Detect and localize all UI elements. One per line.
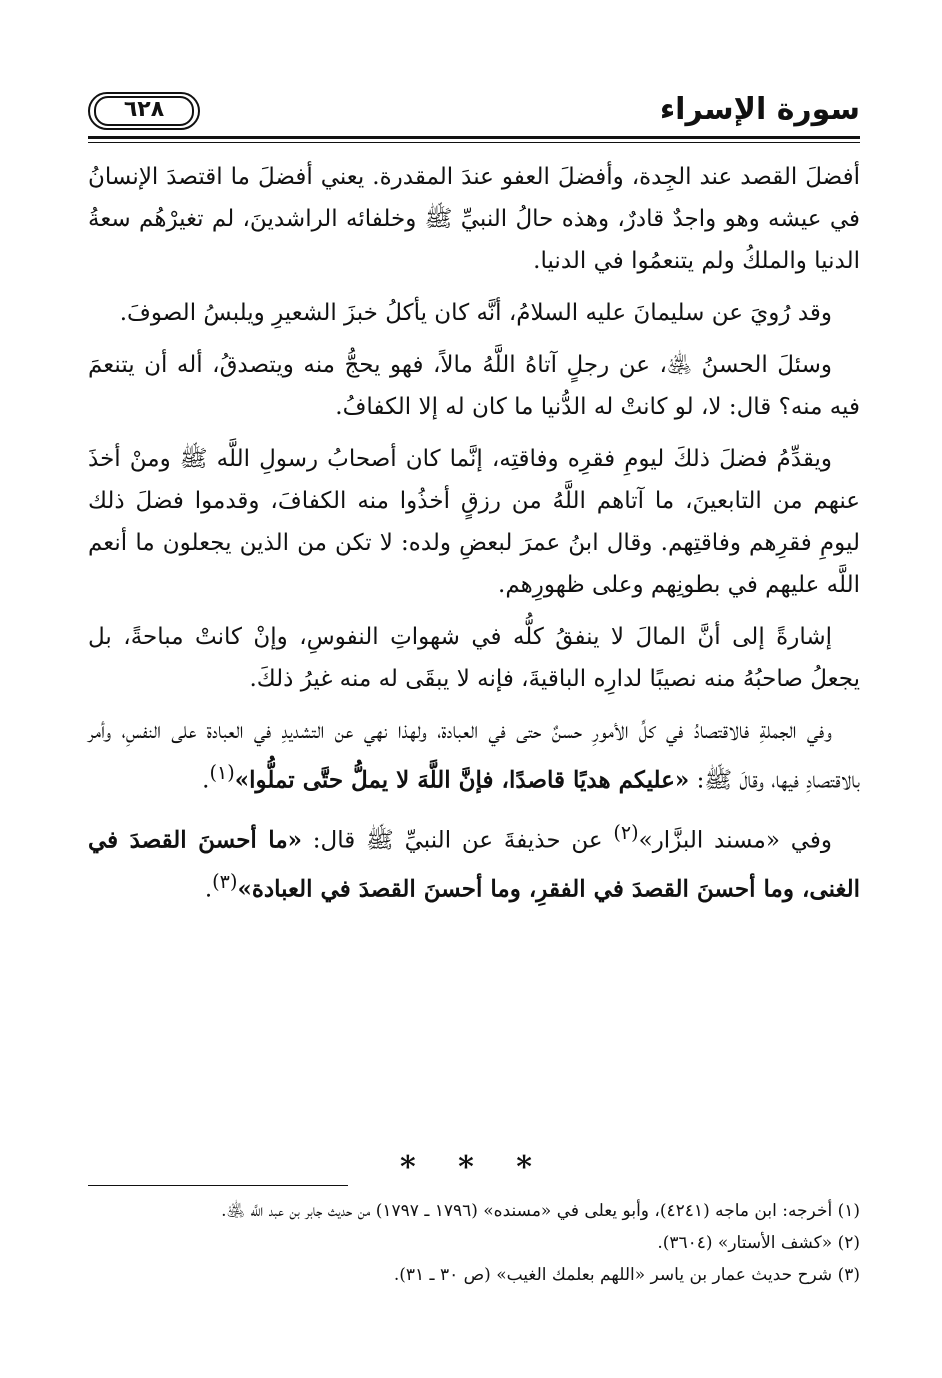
hadith-quote: «عليكم هديًا قاصدًا، فإنَّ اللَّهَ لا يملُّ حتَّى تملُّوا»	[234, 766, 690, 794]
footnote: (٢) «كشف الأستار» (٣٦٠٤).	[657, 1233, 860, 1253]
hadith-quote: «ما أحسنَ القصدَ في الغنى، وما أحسنَ القصدَ في الفقرِ، وما أحسنَ القصدَ في العبادة»	[88, 826, 860, 903]
footnote-ref: (٣)	[212, 870, 238, 894]
page-number-badge	[88, 92, 200, 130]
paragraph: ويقدِّمُ فضلَ ذلكَ ليومِ فقرِه وفاقتِه، إنَّما كان أصحابُ رسولِ اللَّه ﷺ ومنْ أخذَ عنهم من التابعينَ، ما آتاهم اللَّهُ من رزقٍ أخذُوا منه الكفافَ، وقدموا فضلَ ذلك ليومِ فقرِهم وفاقتِهم. وقال ابنُ عمرَ لبعضِ ولده: لا تكن من الذين يجعلون ما أنعم اللَّه عليهم في بطونِهم وعلى ظهورِهم.	[88, 446, 860, 598]
paragraph-text: وفي الجملةِ فالاقتصادُ في كلِّ الأمورِ حسنٌ حتى في العبادة، ولهذا نهي عن التشديدِ في العبادة على النفسِ، وأمر بالاقتصادِ فيها، وقالَ ﷺ:	[88, 718, 860, 794]
page-number: ٦٢٨	[123, 97, 165, 122]
footnote-ref: (١)	[209, 761, 235, 784]
footnote: (١) أخرجه: ابن ماجه (٤٢٤١)، وأبو يعلى في «مسنده» (١٧٩٦ ـ ١٧٩٧) من حديث جابر بن عبد اللَّه ﵁.	[221, 1201, 860, 1221]
paragraph: وسئلَ الحسنُ ﵁، عن رجلٍ آتاهُ اللَّهُ مالاً، فهو يحجُّ منه ويتصدقُ، أله أن يتنعمَ فيه منه؟ قال: لا، لو كانتْ له الدُّنيا ما كان له إلا الكفافُ.	[88, 352, 860, 420]
paragraph: أفضلَ القصد عند الجِدة، وأفضلَ العفو عندَ المقدرة. يعني أفضلَ ما اقتصدَ الإنسانُ في عيشه وهو واجدٌ قادرٌ، وهذه حالُ النبيِّ ﷺ وخلفائه الراشدينَ، لم تغيرْهُم سعةُ الدنيا والملكُ ولم يتنعمُوا في الدنيا.	[88, 164, 860, 274]
surah-title: سورة الإسراء	[659, 92, 860, 127]
paragraph: وفي «مسند البزَّار»$^{(٢)}$ عن حذيفةَ عن النبيِّ ﷺ قال: «ما أحسنَ القصدَ في الغنى، وما أحسنَ القصدَ في الفقرِ، وما أحسنَ القصدَ في العبادة»$^{(٣)}$.	[88, 820, 860, 903]
header-rule	[88, 136, 860, 139]
footnote: (٣) شرح حديث عمار بن ياسر «اللهم بعلمك الغيب» (ص ٣٠ ـ ٣١).	[393, 1265, 860, 1285]
footnote-ref: (٢)	[613, 820, 639, 844]
paragraph: وفي الجملةِ فالاقتصادُ في كلِّ الأمورِ حسنٌ حتى في العبادة، ولهذا نهي عن التشديدِ في العبادة على النفسِ، وأمر بالاقتصادِ فيها، وقالَ ﷺ: «عليكم هديًا قاصدًا، فإنَّ اللَّهَ لا يملُّ حتَّى تملُّوا»$^{(١)}$.	[88, 718, 860, 794]
header-rule-thin	[88, 142, 860, 143]
paragraph: وقد رُويَ عن سليمانَ عليه السلامُ، أنَّه كان يأكلُ خبزَ الشعيرِ ويلبسُ الصوفَ.	[119, 300, 832, 326]
paragraph-text: وفي «مسند البزَّار»	[638, 827, 832, 854]
main-text	[88, 156, 860, 921]
footnote-rule	[88, 1185, 348, 1186]
page-header	[88, 78, 860, 140]
paragraph-text: عن حذيفةَ عن النبيِّ ﷺ قال:	[302, 827, 614, 854]
section-separator: * * *	[400, 1150, 548, 1185]
paragraph: إشارةً إلى أنَّ المالَ لا ينفقُ كلُّه في شهواتِ النفوسِ، وإنْ كانتْ مباحةً، بل يجعلُ صاحبُهُ منه نصيبًا لدارِه الباقيةَ، فإنه لا يبقَى له منه غيرُ ذلكَ.	[88, 624, 860, 692]
footnotes	[88, 1195, 860, 1291]
